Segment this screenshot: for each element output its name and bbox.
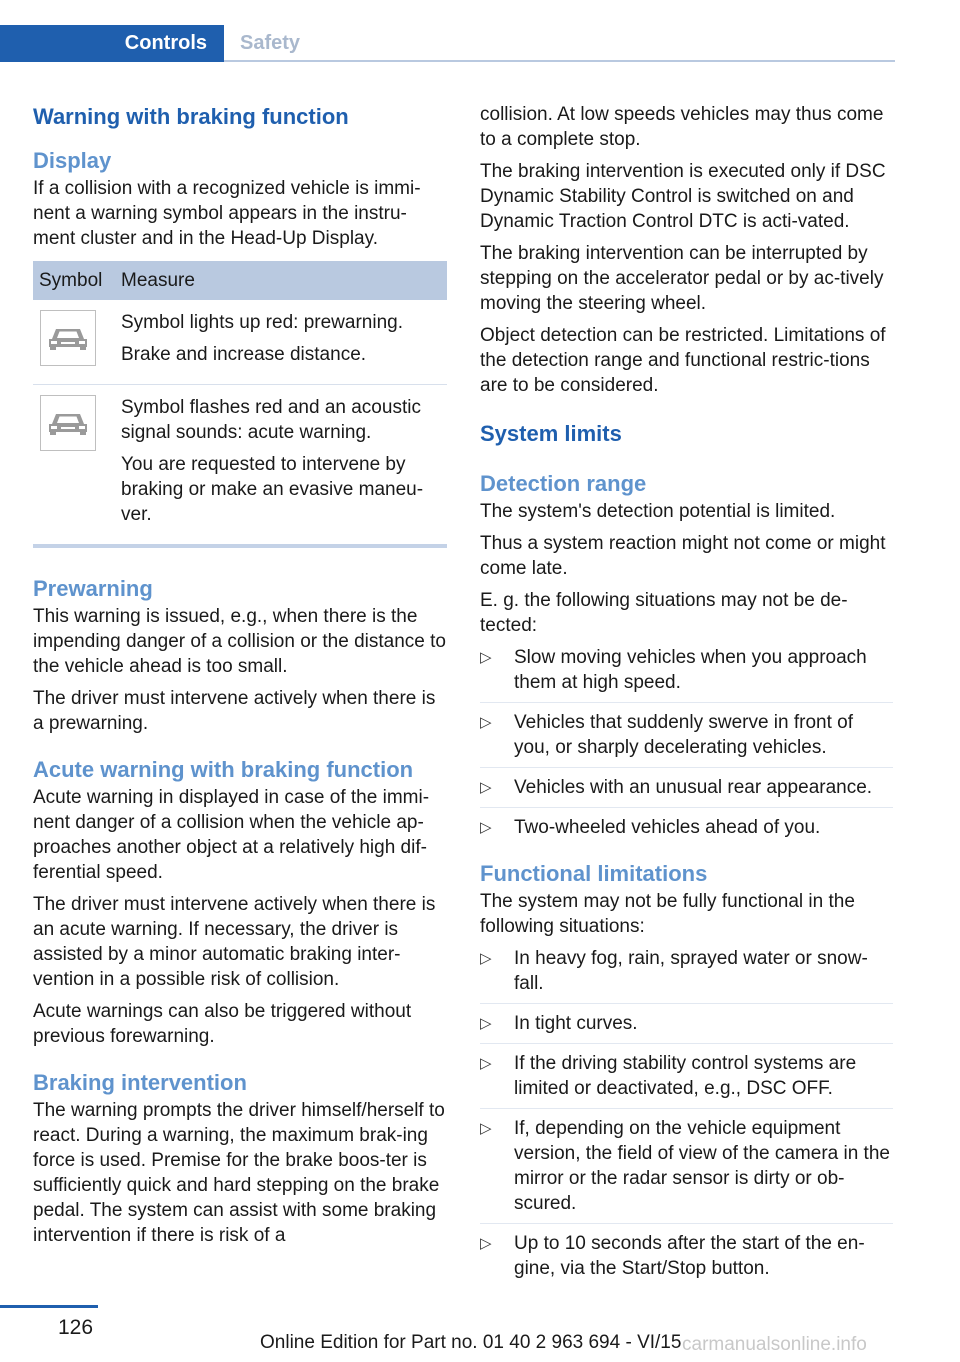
list-item: ▷ If the driving stability control systems are limited or deactivated, e.g., DSC OFF.	[480, 1051, 893, 1109]
top-tabs	[0, 25, 895, 62]
functional-heading: Functional limitations	[480, 861, 708, 886]
triangle-bullet-icon: ▷	[480, 649, 492, 666]
detection-p1: The system's detection potential is limited.	[480, 501, 836, 522]
list-item: ▷ Vehicles with an unusual rear appearance.	[480, 775, 893, 808]
right-p4: Object detection can be restricted. Limitations of the detection range and functional restric-tions are to be considered.	[480, 325, 886, 396]
row2-line1: Symbol flashes red and an acoustic signal sounds: acute warning.	[121, 397, 421, 443]
right-p3: The braking intervention can be interrupted by stepping on the accelerator pedal or by ac-tively moving the steering wheel.	[480, 243, 884, 314]
triangle-bullet-icon: ▷	[480, 1235, 492, 1252]
row2-line2: You are requested to intervene by braking or make an evasive maneu-ver.	[121, 454, 424, 525]
triangle-bullet-icon: ▷	[480, 1055, 492, 1072]
acute-p2: The driver must intervene actively when there is an acute warning. If necessary, the driver is assisted by a minor automatic braking inter-vention in a possible risk of collision.	[33, 894, 436, 990]
row1-line1: Symbol lights up red: prewarning.	[121, 312, 403, 333]
list-item: ▷ Vehicles that suddenly swerve in front of you, or sharply decelerating vehicles.	[480, 710, 893, 768]
table-row	[33, 300, 447, 384]
acute-p3: Acute warnings can also be triggered without previous forewarning.	[33, 1001, 412, 1047]
edition-text: Online Edition for Part no. 01 40 2 963 694 - VI/15	[260, 1332, 682, 1353]
tab-safety[interactable]: Safety	[240, 32, 301, 54]
triangle-bullet-icon: ▷	[480, 1015, 492, 1032]
triangle-bullet-icon: ▷	[480, 714, 492, 731]
list-item: ▷ Up to 10 seconds after the start of the en-gine, via the Start/Stop button.	[480, 1233, 865, 1279]
triangle-bullet-icon: ▷	[480, 1120, 492, 1137]
triangle-bullet-icon: ▷	[480, 779, 492, 796]
car-warning-icon	[40, 310, 96, 366]
acute-p1: Acute warning in displayed in case of the immi-nent danger of a collision when the vehicle ap-proaches another object at a relatively high dif-ferential speed.	[33, 787, 430, 883]
acute-heading: Acute warning with braking function	[33, 757, 414, 782]
col-symbol-header: Symbol	[39, 269, 103, 291]
tab-controls[interactable]: Controls	[0, 25, 224, 62]
col-measure-header: Measure	[121, 269, 195, 291]
prewarning-p1: This warning is issued, e.g., when there is the impending danger of a collision or the distance to the vehicle ahead is too small.	[33, 606, 446, 677]
section-title: Warning with braking function	[33, 104, 349, 129]
detection-p3: E. g. the following situations may not be de-tected:	[480, 590, 848, 636]
watermark: carmanualsonline.info	[682, 1334, 867, 1355]
prewarning-heading: Prewarning	[33, 576, 153, 601]
list-item: ▷ Slow moving vehicles when you approach them at high speed.	[480, 645, 893, 703]
braking-heading: Braking intervention	[33, 1070, 247, 1095]
page-number: 126	[58, 1316, 94, 1339]
table-header	[33, 261, 447, 300]
footer-rule	[0, 1305, 98, 1308]
left-column	[33, 102, 447, 1255]
car-warning-icon	[40, 395, 96, 451]
right-p1: collision. At low speeds vehicles may thus come to a complete stop.	[480, 104, 884, 150]
triangle-bullet-icon: ▷	[480, 819, 492, 836]
display-heading: Display	[33, 148, 112, 173]
triangle-bullet-icon: ▷	[480, 950, 492, 967]
functional-list	[480, 946, 893, 1288]
row1-line2: Brake and increase distance.	[121, 344, 367, 365]
symbol-table	[33, 261, 447, 548]
right-column	[480, 102, 893, 1300]
list-item: ▷ Two-wheeled vehicles ahead of you.	[480, 817, 821, 838]
detection-list	[480, 645, 893, 847]
detection-p2: Thus a system reaction might not come or might come late.	[480, 533, 886, 579]
display-text: If a collision with a recognized vehicle is immi-nent a warning symbol appears in the instru-ment cluster and in the Head-Up Display.	[33, 178, 421, 249]
list-item: ▷ If, depending on the vehicle equipment version, the field of view of the camera in the mirror or the radar sensor is dirty or ob-scured.	[480, 1116, 893, 1224]
functional-p1: The system may not be fully functional in the following situations:	[480, 891, 855, 937]
braking-p1: The warning prompts the driver himself/herself to react. During a warning, the maximum brak-ing force is used. Premise for the brake boos-ter is sufficiently quick and hard stepping on the brake pedal. The system can assist with some braking intervention if there is risk of a	[33, 1100, 445, 1246]
right-p2: The braking intervention is executed only if DSC Dynamic Stability Control is switched on and Dynamic Traction Control DTC is acti-vated.	[480, 161, 886, 232]
list-item: ▷ In tight curves.	[480, 1011, 893, 1044]
detection-heading: Detection range	[480, 471, 647, 496]
list-item: ▷ In heavy fog, rain, sprayed water or snow-fall.	[480, 946, 893, 1004]
prewarning-p2: The driver must intervene actively when there is a prewarning.	[33, 688, 436, 734]
system-limits-heading: System limits	[480, 421, 622, 446]
table-row	[33, 384, 447, 544]
